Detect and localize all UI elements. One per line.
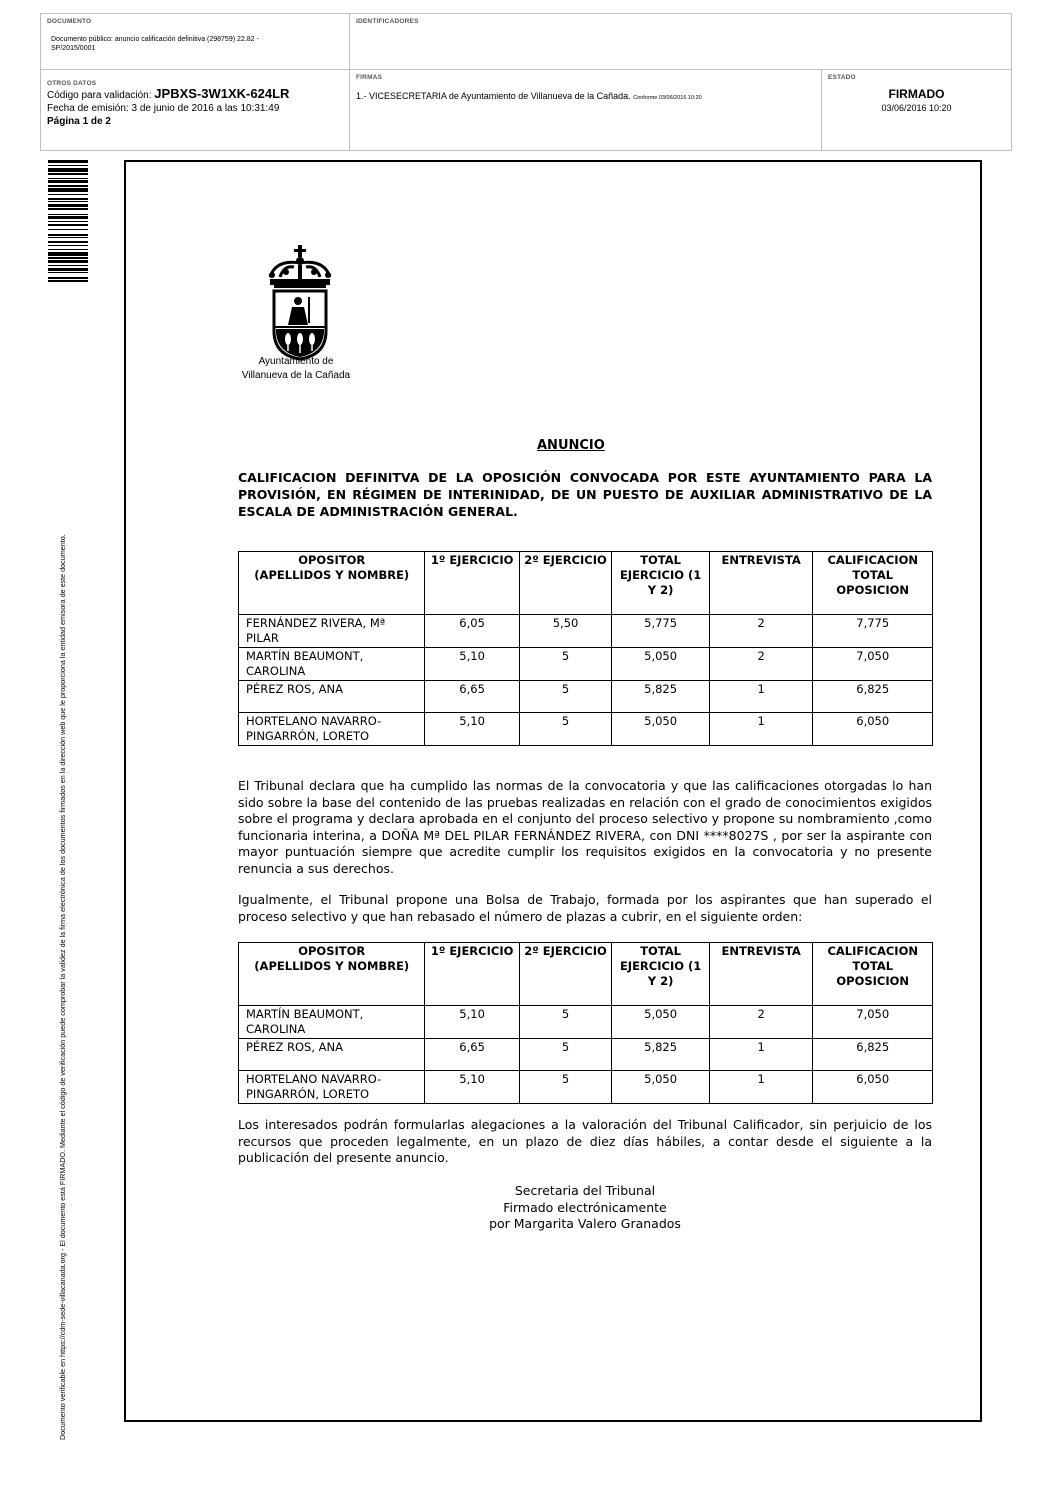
- firmas-label: FIRMAS: [356, 74, 383, 81]
- signature-line1: Secretaria del Tribunal: [514, 1183, 656, 1198]
- estado-value: FIRMADO: [888, 87, 945, 101]
- tribunal-declaration: El Tribunal declara que ha cumplido las normas de la convocatoria y que las calificaciones otorgadas lo han sido sobre la base del contenido de las pruebas realizadas en relación con el grado de conocimientos exigidos sobre el programa y declara aprobada en el conjunto del proceso selectivo y propone su nombramiento ,como funcionaria interina, a DOÑA Mª DEL PILAR FERNÁNDEZ RIVERA, con DNI ****8027S , por ser la aspirante con mayor puntuación siempre que acredite cumplir los requisitos exigidos en la convocatoria y no presente renuncia a sus derechos.: [238, 778, 932, 876]
- identificadores-cell: [350, 14, 1011, 70]
- header-ej2: 2º EJERCICIO: [519, 943, 612, 1006]
- documento-cell: [41, 14, 350, 70]
- signature-line2: Firmado electrónicamente: [503, 1199, 667, 1215]
- signature-line3: por Margarita Valero Granados: [489, 1216, 681, 1231]
- table-row: PÉREZ ROS, ANA 6,65 5 5,825 1 6,825: [239, 681, 933, 713]
- table-row: FERNÁNDEZ RIVERA, Mª PILAR 6,05 5,50 5,775 2 7,775: [239, 615, 933, 648]
- firmas-cell: [350, 70, 822, 150]
- otros-datos-label: OTROS DATOS: [47, 80, 97, 87]
- barcode-icon: [48, 160, 88, 415]
- bolsa-table: [238, 942, 933, 1104]
- verification-side-text: Documento verificable en https://cdm-sede-villacanada.org - El documento está FIRMADO. Mediante el código de verificación puede comprobar la validez de la firma electrónica de los documentos firmados en la dirección web que le proporciona la entidad emisora de este documento.: [58, 534, 67, 1440]
- estado-label: ESTADO: [828, 74, 856, 81]
- results-table: [238, 551, 933, 746]
- barcode-stripe: [48, 282, 88, 285]
- document-header: [40, 13, 1012, 151]
- header-ej1: 1º EJERCICIO: [425, 943, 519, 1006]
- header-total: TOTAL EJERCICIO (1 Y 2): [612, 943, 710, 1006]
- logo-caption: [226, 355, 366, 383]
- header-total: TOTAL EJERCICIO (1 Y 2): [612, 552, 710, 615]
- document-title: CALIFICACION DEFINITVA DE LA OPOSICIÓN CONVOCADA POR ESTE AYUNTAMIENTO PARA LA PROVISIÓN, EN RÉGIMEN DE INTERINIDAD, DE UN PUESTO DE AUXILIAR ADMINISTRATIVO DE LA ESCALA DE ADMINISTRACIÓN GENERAL.: [238, 470, 932, 519]
- table-row: MARTÍN BEAUMONT, CAROLINA 5,10 5 5,050 2 7,050: [239, 648, 933, 681]
- otros-datos-cell: [41, 70, 350, 150]
- header-calificacion: CALIFICACION TOTAL OPOSICION: [813, 943, 933, 1006]
- bolsa-trabajo-text: Igualmente, el Tribunal propone una Bolsa de Trabajo, formada por los aspirantes que han superado el proceso selectivo y que han rebasado el número de plazas a cubrir, en el siguiente orden:: [238, 892, 932, 924]
- estado-cell: [822, 70, 1011, 150]
- table-row: MARTÍN BEAUMONT, CAROLINA 5,10 5 5,050 2 7,050: [239, 1006, 933, 1039]
- header-entrevista: ENTREVISTA: [709, 552, 813, 615]
- header-opositor: OPOSITOR (APELLIDOS Y NOMBRE): [239, 552, 425, 615]
- logo-caption-line1: Ayuntamiento de: [258, 356, 334, 367]
- header-calificacion: CALIFICACION TOTAL OPOSICION: [813, 552, 933, 615]
- firma-1: 1.- VICESECRETARIA de Ayuntamiento de Villanueva de la Cañada.: [356, 91, 631, 101]
- documento-label: DOCUMENTO: [47, 18, 92, 25]
- header-ej2: 2º EJERCICIO: [519, 552, 612, 615]
- fecha-emision: Fecha de emisión: 3 de junio de 2016 a las 10:31:49: [47, 103, 280, 114]
- validation-code: JPBXS-3W1XK-624LR: [154, 86, 290, 101]
- codigo-label: Código para validación:: [47, 90, 152, 101]
- documento-text: Documento público: anuncio calificación definitiva (298759) 22.82 - SP/2015/0001: [51, 36, 259, 52]
- firma-1-date: Conforme 03/06/2016 10:20: [633, 95, 702, 101]
- signature-block: [450, 1183, 720, 1233]
- header-ej1: 1º EJERCICIO: [425, 552, 519, 615]
- header-opositor: OPOSITOR (APELLIDOS Y NOMBRE): [239, 943, 425, 1006]
- identificadores-label: IDENTIFICADORES: [356, 18, 419, 25]
- anuncio-heading: ANUNCIO: [537, 438, 605, 453]
- table-row: HORTELANO NAVARRO-PINGARRÓN, LORETO 5,10 5 5,050 1 6,050: [239, 713, 933, 746]
- estado-date: 03/06/2016 10:20: [881, 103, 952, 113]
- page-number: Página 1 de 2: [47, 116, 111, 127]
- header-entrevista: ENTREVISTA: [709, 943, 813, 1006]
- logo-caption-line2: Villanueva de la Cañada: [241, 370, 351, 381]
- alegaciones-text: Los interesados podrán formularlas alegaciones a la valoración del Tribunal Calificador, sin perjuicio de los recursos que proceden legalmente, en un plazo de diez días hábiles, a contar desde el siguiente a la publicación del presente anuncio.: [238, 1117, 932, 1165]
- table-row: HORTELANO NAVARRO-PINGARRÓN, LORETO 5,10 5 5,050 1 6,050: [239, 1071, 933, 1104]
- table-row: PÉREZ ROS, ANA 6,65 5 5,825 1 6,825: [239, 1039, 933, 1071]
